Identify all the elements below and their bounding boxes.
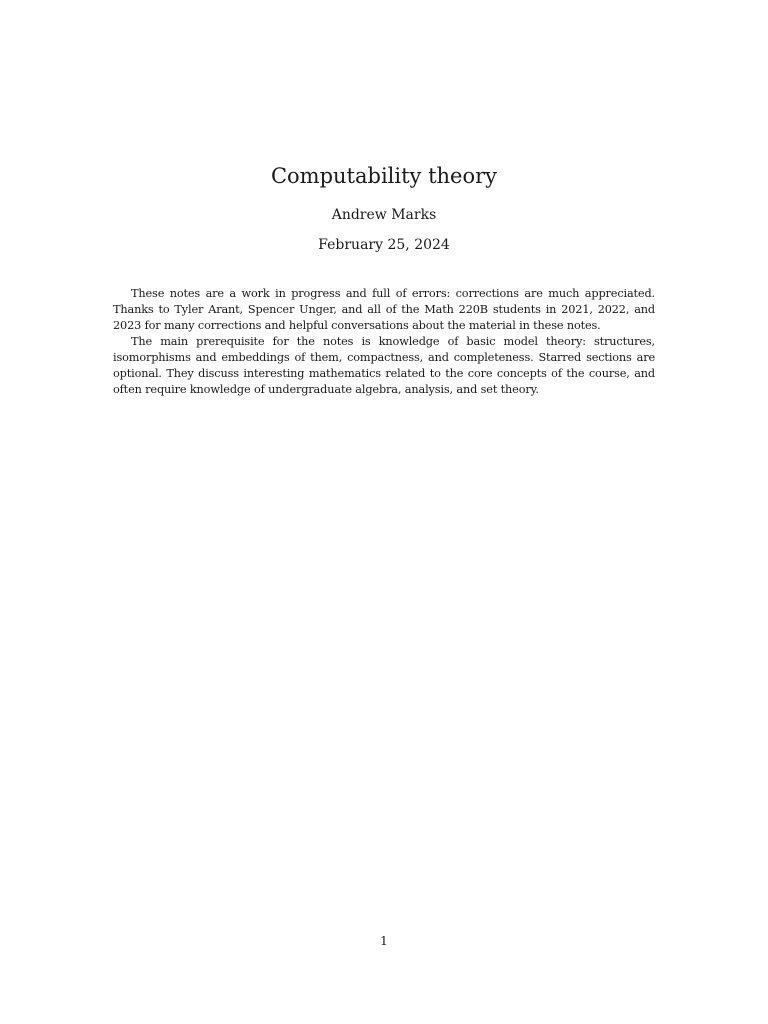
page-number: 1 — [380, 934, 388, 948]
abstract-paragraph-acknowledgements: These notes are a work in progress and full of errors: corrections are much appreciated. Thanks to Tyler Arant, Spencer Unger, and all of the Math 220B students in 2021, 2022, and 2023 for many corrections and helpful conversations about the material in these notes. — [113, 287, 655, 332]
abstract-paragraph-prerequisites: The main prerequisite for the notes is knowledge of basic model theory: structures, isomorphisms and embeddings of them, compactness, and completeness. Starred sections are optional. They discuss interesting mathematics related to the core concepts of the course, and often require knowledge of undergraduate algebra, analysis, and set theory. — [113, 335, 655, 396]
document-title: Computability theory — [270, 164, 498, 188]
abstract — [113, 286, 655, 398]
document-author: Andrew Marks — [331, 207, 437, 223]
document-date: February 25, 2024 — [318, 237, 450, 253]
